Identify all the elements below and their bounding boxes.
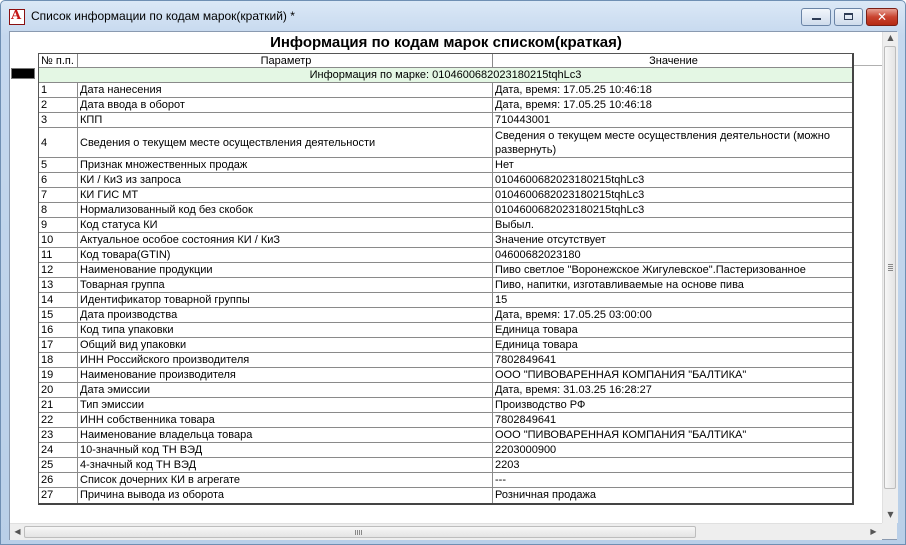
row-value: Единица товара xyxy=(495,339,578,351)
scroll-corner xyxy=(882,523,897,539)
row-parameter: Наименование владельца товара xyxy=(78,428,493,442)
row-number: 5 xyxy=(39,158,78,172)
table-row[interactable] xyxy=(39,158,852,173)
row-parameter: ИНН Российского производителя xyxy=(78,353,493,367)
table-row[interactable] xyxy=(39,428,852,443)
row-number: 19 xyxy=(39,368,78,382)
table-row[interactable] xyxy=(39,293,852,308)
row-value: Значение отсутствует xyxy=(495,234,606,246)
row-number: 21 xyxy=(39,398,78,412)
row-parameter: Товарная группа xyxy=(78,278,493,292)
row-number: 23 xyxy=(39,428,78,442)
table-row[interactable] xyxy=(39,323,852,338)
row-value: Дата, время: 17.05.25 10:46:18 xyxy=(495,84,652,96)
minimize-button[interactable] xyxy=(801,8,831,26)
app-icon[interactable]: A xyxy=(9,9,25,25)
table-row[interactable] xyxy=(39,458,852,473)
row-parameter: КИ ГИС МТ xyxy=(78,188,493,202)
row-number: 18 xyxy=(39,353,78,367)
table-row[interactable] xyxy=(39,488,852,503)
table-row[interactable] xyxy=(39,278,852,293)
row-number: 7 xyxy=(39,188,78,202)
row-number: 9 xyxy=(39,218,78,232)
horizontal-scrollbar[interactable] xyxy=(10,523,882,540)
row-parameter: Код статуса КИ xyxy=(78,218,493,232)
table-row[interactable] xyxy=(39,218,852,233)
vertical-scrollbar[interactable] xyxy=(882,32,898,523)
row-value: Дата, время: 17.05.25 10:46:18 xyxy=(495,99,652,111)
row-parameter: Сведения о текущем месте осуществления деятельности xyxy=(78,128,493,157)
row-number: 16 xyxy=(39,323,78,337)
row-value: 2203000900 xyxy=(495,444,557,456)
row-parameter: Идентификатор товарной группы xyxy=(78,293,493,307)
row-value: Производство РФ xyxy=(495,399,586,411)
row-parameter: Список дочерних КИ в агрегате xyxy=(78,473,493,487)
row-parameter: Нормализованный код без скобок xyxy=(78,203,493,217)
row-parameter: Тип эмиссии xyxy=(78,398,493,412)
close-button[interactable] xyxy=(866,8,898,26)
row-value: 7802849641 xyxy=(495,354,557,366)
section-header-row xyxy=(39,68,852,83)
row-value: --- xyxy=(495,474,506,486)
arrow-up-icon[interactable]: ▲ xyxy=(887,33,894,42)
report-title: Информация по кодам марок списком(краткая) xyxy=(270,34,622,51)
row-value: Сведения о текущем месте осуществления деятельности (можно развернуть) xyxy=(495,130,830,156)
row-number: 15 xyxy=(39,308,78,322)
row-number: 17 xyxy=(39,338,78,352)
row-value: Выбыл. xyxy=(495,219,534,231)
row-parameter: Код товара(GTIN) xyxy=(78,248,493,262)
row-number: 12 xyxy=(39,263,78,277)
row-number: 8 xyxy=(39,203,78,217)
row-number: 6 xyxy=(39,173,78,187)
table-row[interactable] xyxy=(39,473,852,488)
row-parameter: 10-значный код ТН ВЭД xyxy=(78,443,493,457)
row-parameter: КИ / КиЗ из запроса xyxy=(78,173,493,187)
row-number: 2 xyxy=(39,98,78,112)
table-row[interactable] xyxy=(39,188,852,203)
row-number: 20 xyxy=(39,383,78,397)
report-area xyxy=(9,31,897,540)
row-value: 0104600682023180215tqhLc3 xyxy=(495,204,645,216)
section-header-text: Информация по марке: 0104600682023180215tqhLc3 xyxy=(309,69,582,81)
window-title: Список информации по кодам марок(краткий) * xyxy=(31,9,295,23)
column-header-value: Значение xyxy=(649,55,698,67)
arrow-left-icon[interactable]: ◀ xyxy=(14,527,21,536)
table-row[interactable] xyxy=(39,398,852,413)
row-value: ООО "ПИВОВАРЕННАЯ КОМПАНИЯ "БАЛТИКА" xyxy=(495,429,747,441)
row-number: 3 xyxy=(39,113,78,127)
row-value: 04600682023180 xyxy=(495,249,581,261)
row-parameter: Дата нанесения xyxy=(78,83,493,97)
minimize-icon xyxy=(812,18,821,20)
table-row[interactable] xyxy=(39,113,852,128)
column-header-param: Параметр xyxy=(78,54,493,67)
row-parameter: Дата эмиссии xyxy=(78,383,493,397)
table-row[interactable] xyxy=(39,308,852,323)
divider xyxy=(854,65,882,66)
row-number: 11 xyxy=(39,248,78,262)
row-number: 10 xyxy=(39,233,78,247)
row-value: ООО "ПИВОВАРЕННАЯ КОМПАНИЯ "БАЛТИКА" xyxy=(495,369,747,381)
table-row[interactable] xyxy=(39,413,852,428)
row-value: 15 xyxy=(495,294,508,306)
row-parameter: Актуальное особое состояния КИ / КиЗ xyxy=(78,233,493,247)
row-number: 24 xyxy=(39,443,78,457)
table-row[interactable] xyxy=(39,353,852,368)
row-parameter: Признак множественных продаж xyxy=(78,158,493,172)
vertical-scroll-thumb[interactable] xyxy=(884,46,896,489)
report-table xyxy=(38,53,854,505)
row-value: Единица товара xyxy=(495,324,578,336)
current-row-marker[interactable] xyxy=(11,68,35,79)
row-parameter: Причина вывода из оборота xyxy=(78,488,493,503)
row-parameter: 4-значный код ТН ВЭД xyxy=(78,458,493,472)
row-value: Дата, время: 31.03.25 16:28:27 xyxy=(495,384,652,396)
row-number: 4 xyxy=(39,128,78,157)
row-value: Нет xyxy=(495,159,514,171)
row-parameter: Наименование производителя xyxy=(78,368,493,382)
row-parameter: Наименование продукции xyxy=(78,263,493,277)
row-value: 710443001 xyxy=(495,114,551,126)
row-number: 26 xyxy=(39,473,78,487)
row-parameter: КПП xyxy=(78,113,493,127)
row-value: 0104600682023180215tqhLc3 xyxy=(495,189,645,201)
row-value: Дата, время: 17.05.25 03:00:00 xyxy=(495,309,652,321)
close-icon: ✕ xyxy=(876,10,888,24)
row-number: 13 xyxy=(39,278,78,292)
table-row[interactable] xyxy=(39,233,852,248)
row-value: Розничная продажа xyxy=(495,489,597,501)
row-value: 2203 xyxy=(495,459,520,471)
table-row[interactable] xyxy=(39,83,852,98)
table-row[interactable] xyxy=(39,203,852,218)
column-header-num: № п.п. xyxy=(39,54,78,67)
horizontal-scroll-thumb[interactable] xyxy=(24,526,696,538)
maximize-icon xyxy=(844,13,853,20)
row-parameter: Общий вид упаковки xyxy=(78,338,493,352)
title-bar[interactable] xyxy=(1,1,905,31)
table-row[interactable] xyxy=(39,128,852,158)
table-row[interactable] xyxy=(39,248,852,263)
row-number: 27 xyxy=(39,488,78,503)
table-row[interactable] xyxy=(39,383,852,398)
row-parameter: Дата производства xyxy=(78,308,493,322)
row-number: 14 xyxy=(39,293,78,307)
arrow-down-icon[interactable]: ▼ xyxy=(887,510,894,519)
maximize-button[interactable] xyxy=(834,8,863,26)
table-row[interactable] xyxy=(39,338,852,353)
row-number: 25 xyxy=(39,458,78,472)
table-row[interactable] xyxy=(39,368,852,383)
table-header xyxy=(39,54,852,68)
row-value: 7802849641 xyxy=(495,414,557,426)
row-parameter: Код типа упаковки xyxy=(78,323,493,337)
table-row[interactable] xyxy=(39,173,852,188)
row-value: 0104600682023180215tqhLc3 xyxy=(495,174,645,186)
table-row[interactable] xyxy=(39,98,852,113)
row-value: Пиво, напитки, изготавливаемые на основе пива xyxy=(495,279,744,291)
arrow-right-icon[interactable]: ▶ xyxy=(870,527,877,536)
row-number: 22 xyxy=(39,413,78,427)
row-number: 1 xyxy=(39,83,78,97)
row-value: Пиво светлое "Воронежское Жигулевское".Пастеризованное xyxy=(495,264,806,276)
table-row[interactable] xyxy=(39,443,852,458)
row-parameter: ИНН собственника товара xyxy=(78,413,493,427)
row-parameter: Дата ввода в оборот xyxy=(78,98,493,112)
table-row[interactable] xyxy=(39,263,852,278)
